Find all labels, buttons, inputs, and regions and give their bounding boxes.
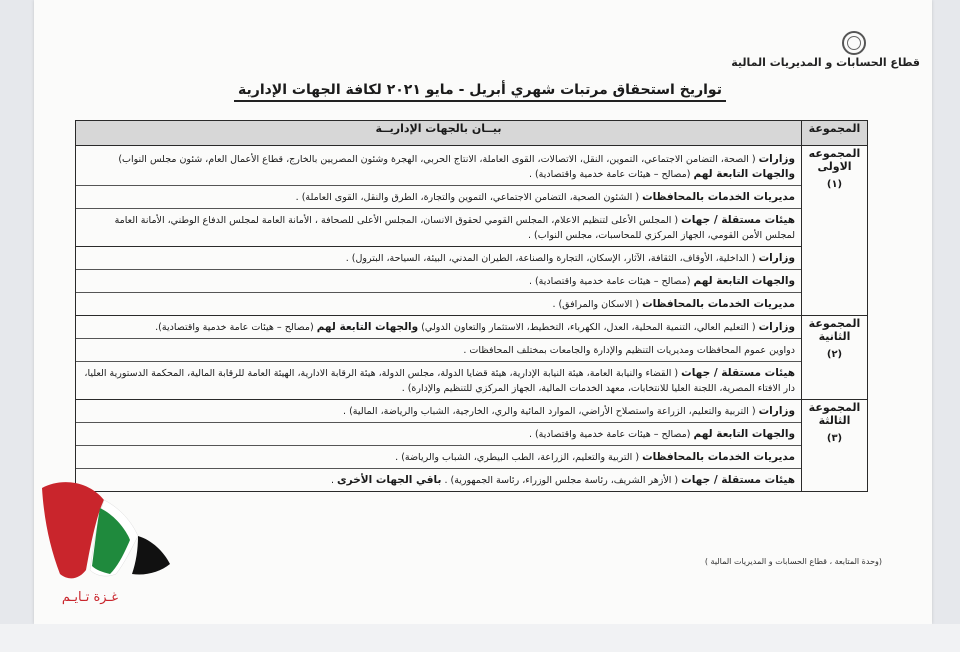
group-cell [802, 400, 868, 492]
salary-schedule-table [75, 120, 868, 492]
table-row [76, 400, 868, 492]
list-item: والجهات التابعة لهم (مصالح – هيئات عامة خدمية واقتصادية) . [76, 270, 801, 293]
list-item: وزارات ( التعليم العالي، التنمية المحلية، العدل، الكهرباء، التخطيط، الاستثمار والتعاون الدولي) والجهات التابعة لهم (مصالح – هيئات عامة خدمية واقتصادية). [76, 316, 801, 339]
group-number: (٢) [826, 349, 843, 360]
list-item: مديريات الخدمات بالمحافظات ( التربية والتعليم، الزراعة، الطب البيطري، الشباب والرياضة) . [76, 446, 801, 469]
sector-name: قطاع الحسابات و المديريات المالية [731, 56, 920, 69]
group-number: (٣) [826, 433, 843, 444]
list-item: مديريات الخدمات بالمحافظات ( الاسكان والمرافق) . [552, 298, 795, 310]
watermark-text: غـزة تـايـم [61, 590, 119, 605]
list-item: وزارات ( التربية والتعليم، الزراعة واستصلاح الأراضي، الموارد المائية والري، الخارجية، الشباب والرياضة، المالية) . [76, 400, 801, 423]
group-cell [802, 316, 868, 400]
footer-note: (وحدة المتابعة ، قطاع الحسابات و المديريات المالية ) [704, 557, 882, 566]
list-item: هيئات مستقلة / جهات ( القضاء والنيابة العامة، هيئة النيابة الإدارية، هيئة قضايا الدولة، مجلس الدولة، هيئة الرقابة الادارية، الهيئة العامة للرقابة المالية، المحكمة الدستورية العليا، دار الافتاء المصرية، اللجنة العليا للانتخابات، معهد الخدمات المالية، الجهاز المركزي للتنظيم والإدارة) . [84, 367, 795, 394]
group-cell [802, 146, 868, 316]
watermark-logo-icon [40, 478, 175, 583]
document-title-text: تواريخ استحقاق مرتبات شهري أبريل - مايو ٢٠٢١ لكافة الجهات الإدارية [234, 82, 726, 102]
ministry-seal-icon [842, 31, 866, 55]
column-header-entities: بيــان بالجهات الإداريــة [76, 121, 802, 146]
group-name: المجموعة الثانية [808, 317, 861, 343]
entities-cell [76, 146, 802, 247]
document-title [0, 82, 960, 98]
table-row [76, 316, 868, 400]
entities-cell [76, 400, 802, 492]
group-name: المجموعه الاولى [808, 147, 861, 173]
list-item: هيئات مستقلة / جهات ( المجلس الأعلى لتنظيم الاعلام، المجلس القومي لحقوق الانسان، المجلس الأعلى للصحافة ، الأمانة العامة لمجلس الدفاع الوطني، الأمانة العامة لمجلس الأمن القومي، الجهاز المركزي للمحاسبات، مجلس النواب) . [114, 214, 795, 241]
entities-cell [76, 247, 802, 316]
list-item: وزارات ( الصحة، التضامن الاجتماعي، التموين، النقل، الاتصالات، القوى العاملة، الانتاج الحربي، الهجرة وشئون المصريين بالخارج، قطاع الأعمال العام، شئون مجلس النواب) والجهات التابعة لهم (مصالح – هيئات عامة خدمية واقتصادية) . [76, 146, 801, 186]
column-header-group: المجموعة [802, 121, 868, 146]
group-name: المجموعة الثالثة [808, 401, 861, 427]
list-item: مديريات الخدمات بالمحافظات ( الشئون الصحية، التضامن الاجتماعي، التموين والتجارة، الطرق والنقل، القوى العاملة) . [76, 186, 801, 209]
entities-cell [76, 316, 802, 400]
list-item: هيئات مستقلة / جهات ( الأزهر الشريف، رئاسة مجلس الوزراء، رئاسة الجمهورية) . باقي الجهات الأخرى . [330, 474, 795, 486]
list-item: والجهات التابعة لهم (مصالح – هيئات عامة خدمية واقتصادية) . [76, 423, 801, 446]
table-row [76, 146, 868, 247]
bottom-strip [0, 624, 960, 652]
list-item: وزارات ( الداخلية، الأوقاف، الثقافة، الآثار، الإسكان، التجارة والصناعة، الطيران المدني، البيئة، السياحة، البترول) . [76, 247, 801, 270]
group-number: (١) [826, 179, 843, 190]
table-row [76, 247, 868, 316]
watermark-black-stripe [132, 536, 170, 575]
list-item: دواوين عموم المحافظات ومديريات التنظيم والإدارة والجامعات بمختلف المحافظات . [76, 339, 801, 362]
